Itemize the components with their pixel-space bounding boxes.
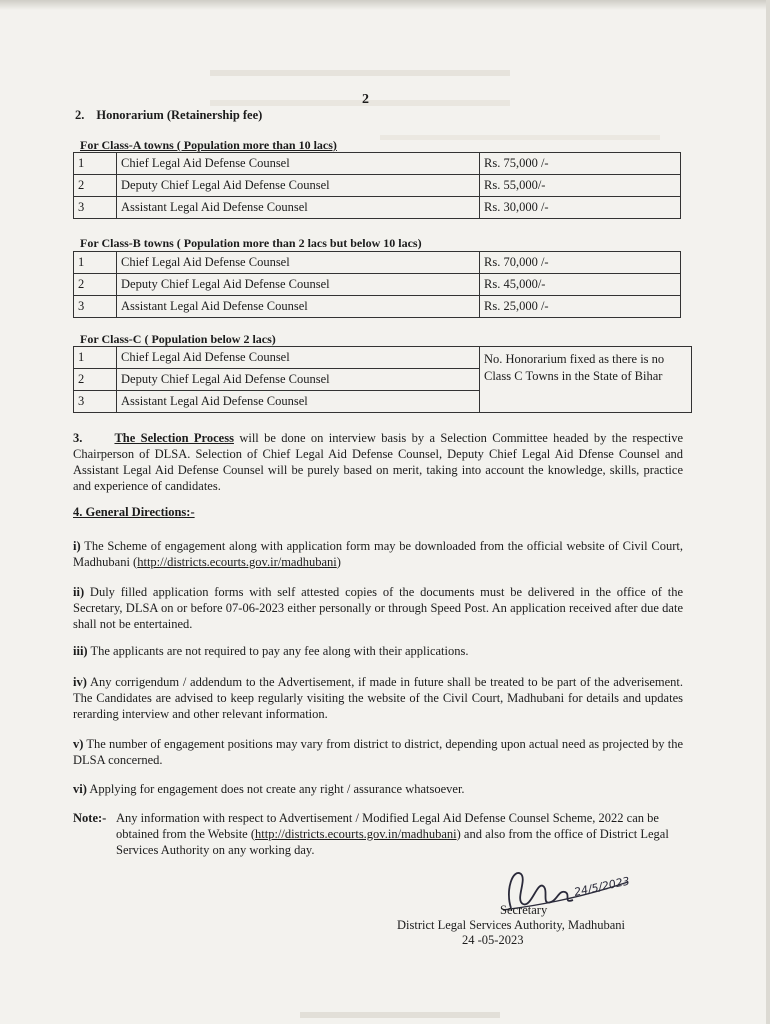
- row-number: 1: [74, 347, 117, 369]
- table-row: [74, 252, 681, 274]
- designation-cell: Chief Legal Aid Defense Counsel: [117, 347, 480, 369]
- row-number: 1: [74, 153, 117, 175]
- direction-text: Applying for engagement does not create any right / assurance whatsoever.: [89, 782, 465, 796]
- note-text-start: Any information with respect to Advertisement / Modified Legal Aid Defense Counsel Scheme, 2022 can be obtained from the Website (: [116, 811, 659, 841]
- row-number: 2: [74, 274, 117, 296]
- direction-text: Any corrigendum / addendum to the Advertisement, if made in future shall be treated to be part of the adverisement. The Candidates are advised to keep regularly visiting the website of the Civil Court, Madhubani for details and updates rerarding interview and other relevant information.: [73, 675, 684, 721]
- fee-cell: Rs. 70,000 /-: [480, 252, 681, 274]
- scan-right-edge: [766, 0, 770, 1024]
- section-2-title: Honorarium (Retainership fee): [96, 108, 263, 122]
- ecourts-website-link[interactable]: http://districts.ecourts.gov.in/madhubani: [255, 827, 457, 841]
- scan-bottom-mark: [300, 1012, 500, 1018]
- designation-cell: Deputy Chief Legal Aid Defense Counsel: [117, 274, 480, 296]
- fee-cell: Rs. 25,000 /-: [480, 296, 681, 318]
- class-a-heading: For Class-A towns ( Population more than 10 lacs): [80, 138, 337, 152]
- class-c-table: [73, 346, 692, 413]
- designation-cell: Deputy Chief Legal Aid Defense Counsel: [117, 369, 480, 391]
- note-label: Note:-: [73, 811, 107, 825]
- fee-cell: Rs. 55,000/-: [480, 175, 681, 197]
- table-row: [74, 347, 692, 369]
- row-number: 3: [74, 197, 117, 219]
- issue-date: 24 -05-2023: [462, 933, 524, 947]
- table-row: [74, 197, 681, 219]
- direction-iv: [73, 674, 683, 722]
- direction-label: v): [73, 737, 84, 751]
- signatory-designation: Secretary: [500, 903, 548, 917]
- direction-text: The number of engagement positions may vary from district to district, depending upon actual need as projected by the DLSA concerned.: [73, 737, 683, 767]
- section-2-heading: [75, 108, 262, 123]
- section-4-heading: 4. General Directions:-: [73, 505, 195, 519]
- scan-top-shadow: [0, 0, 770, 10]
- row-number: 3: [74, 296, 117, 318]
- fee-cell: Rs. 30,000 /-: [480, 197, 681, 219]
- designation-cell: Assistant Legal Aid Defense Counsel: [117, 296, 480, 318]
- direction-i: [73, 538, 683, 570]
- row-number: 2: [74, 175, 117, 197]
- section-3-paragraph: [73, 430, 683, 494]
- direction-label: iii): [73, 644, 88, 658]
- direction-text-end: ): [336, 555, 341, 569]
- fee-cell: Rs. 75,000 /-: [480, 153, 681, 175]
- fee-cell: Rs. 45,000/-: [480, 274, 681, 296]
- designation-cell: Assistant Legal Aid Defense Counsel: [117, 391, 480, 413]
- section-2-number: 2.: [75, 108, 85, 122]
- table-row: [74, 175, 681, 197]
- section-3-number: 3.: [73, 431, 83, 445]
- signature-date: 24/5/2023: [572, 874, 631, 899]
- signatory-authority: District Legal Services Authority, Madhubani: [397, 918, 625, 932]
- class-a-table: [73, 152, 681, 219]
- designation-cell: Assistant Legal Aid Defense Counsel: [117, 197, 480, 219]
- class-c-note: No. Honorarium fixed as there is no Class C Towns in the State of Bihar: [480, 347, 692, 413]
- class-c-heading: For Class-C ( Population below 2 lacs): [80, 332, 276, 346]
- madhubani-website-link[interactable]: http://districts.ecourts.gov.ir/madhubani: [137, 555, 337, 569]
- page-number: 2: [362, 92, 369, 107]
- class-b-heading: For Class-B towns ( Population more than 2 lacs but below 10 lacs): [80, 236, 422, 250]
- row-number: 1: [74, 252, 117, 274]
- direction-v: [73, 736, 683, 768]
- direction-iii: [73, 643, 683, 659]
- direction-text: Duly filled application forms with self attested copies of the documents must be delivered in the office of the Secretary, DLSA on or before 07-06-2023 either personally or through Speed Post. An application received after due date shall not be entertained.: [73, 585, 683, 631]
- row-number: 3: [74, 391, 117, 413]
- designation-cell: Deputy Chief Legal Aid Defense Counsel: [117, 175, 480, 197]
- direction-text: The applicants are not required to pay any fee along with their applications.: [90, 644, 469, 658]
- table-row: [74, 296, 681, 318]
- direction-label: iv): [73, 675, 87, 689]
- table-row: [74, 153, 681, 175]
- designation-cell: Chief Legal Aid Defense Counsel: [117, 153, 480, 175]
- direction-label: ii): [73, 585, 85, 599]
- direction-label: i): [73, 539, 81, 553]
- class-b-table: [73, 251, 681, 318]
- section-3-title: The Selection Process: [114, 431, 234, 445]
- note-text-end: ) and also from the office of District Legal Services Authority on any working day.: [116, 827, 669, 857]
- note-text: [116, 810, 683, 858]
- table-row: [74, 274, 681, 296]
- direction-label: vi): [73, 782, 87, 796]
- direction-ii: [73, 584, 683, 632]
- section-3-text: will be done on interview basis by a Selection Committee headed by the respective Chairperson of DLSA. Selection of Chief Legal Aid Defense Counsel, Deputy Chief Legal Aid Dfense Counsel and Assistant Legal Aid Defense Counsel will be purely based on merit, taking into account the knowledge, skills, practice and experience of candidates.: [73, 431, 684, 493]
- row-number: 2: [74, 369, 117, 391]
- direction-text: The Scheme of engagement along with application form may be downloaded from the official website of Civil Court, Madhubani (: [73, 539, 683, 569]
- direction-vi: [73, 781, 683, 797]
- designation-cell: Chief Legal Aid Defense Counsel: [117, 252, 480, 274]
